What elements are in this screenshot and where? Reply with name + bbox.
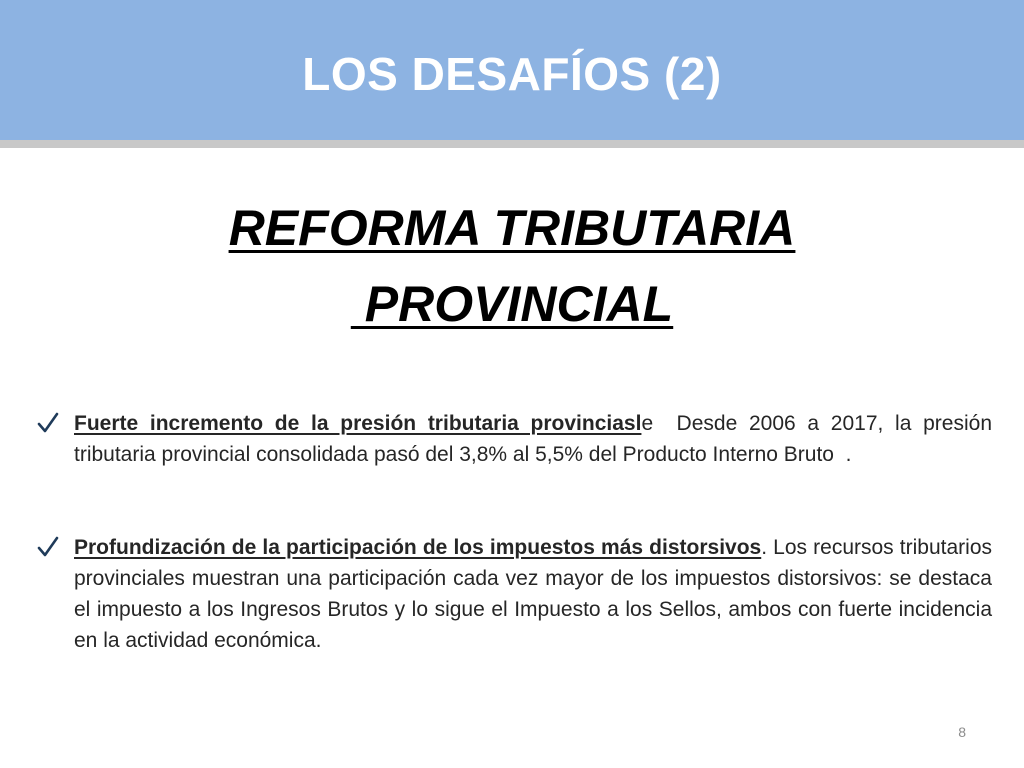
slide-subtitle bbox=[0, 190, 1024, 342]
checkmark-icon bbox=[36, 408, 60, 438]
bullet-list bbox=[36, 408, 998, 656]
bullet-body-text: e Desde 2006 a 2017, la presión tributaria provincial consolidada pasó del 3,8% al 5,5% del Producto Interno Bruto . bbox=[74, 412, 998, 466]
subtitle-line-2: PROVINCIAL bbox=[350, 276, 674, 332]
header-divider bbox=[0, 140, 1024, 148]
subtitle-line-1: REFORMA TRIBUTARIA bbox=[228, 200, 796, 256]
bullet-lead-text: Fuerte incremento de la presión tributaria provinciasl bbox=[74, 412, 642, 435]
bullet-lead-text: Profundización de la participación de los impuestos más distorsivos bbox=[74, 536, 762, 559]
slide-title: LOS DESAFÍOS (2) bbox=[302, 48, 722, 100]
page-number: 8 bbox=[958, 724, 966, 740]
bullet-item bbox=[36, 532, 992, 656]
checkmark-icon bbox=[36, 532, 60, 562]
bullet-item bbox=[36, 408, 998, 470]
bullet-body-text: . Los recursos tributarios provinciales muestran una participación cada vez mayor de los impuestos distorsivos: se destaca el impuesto a los Ingresos Brutos y lo sigue el Impuesto a los Sellos, ambos con fuerte incidencia en la actividad económica. bbox=[74, 536, 992, 652]
